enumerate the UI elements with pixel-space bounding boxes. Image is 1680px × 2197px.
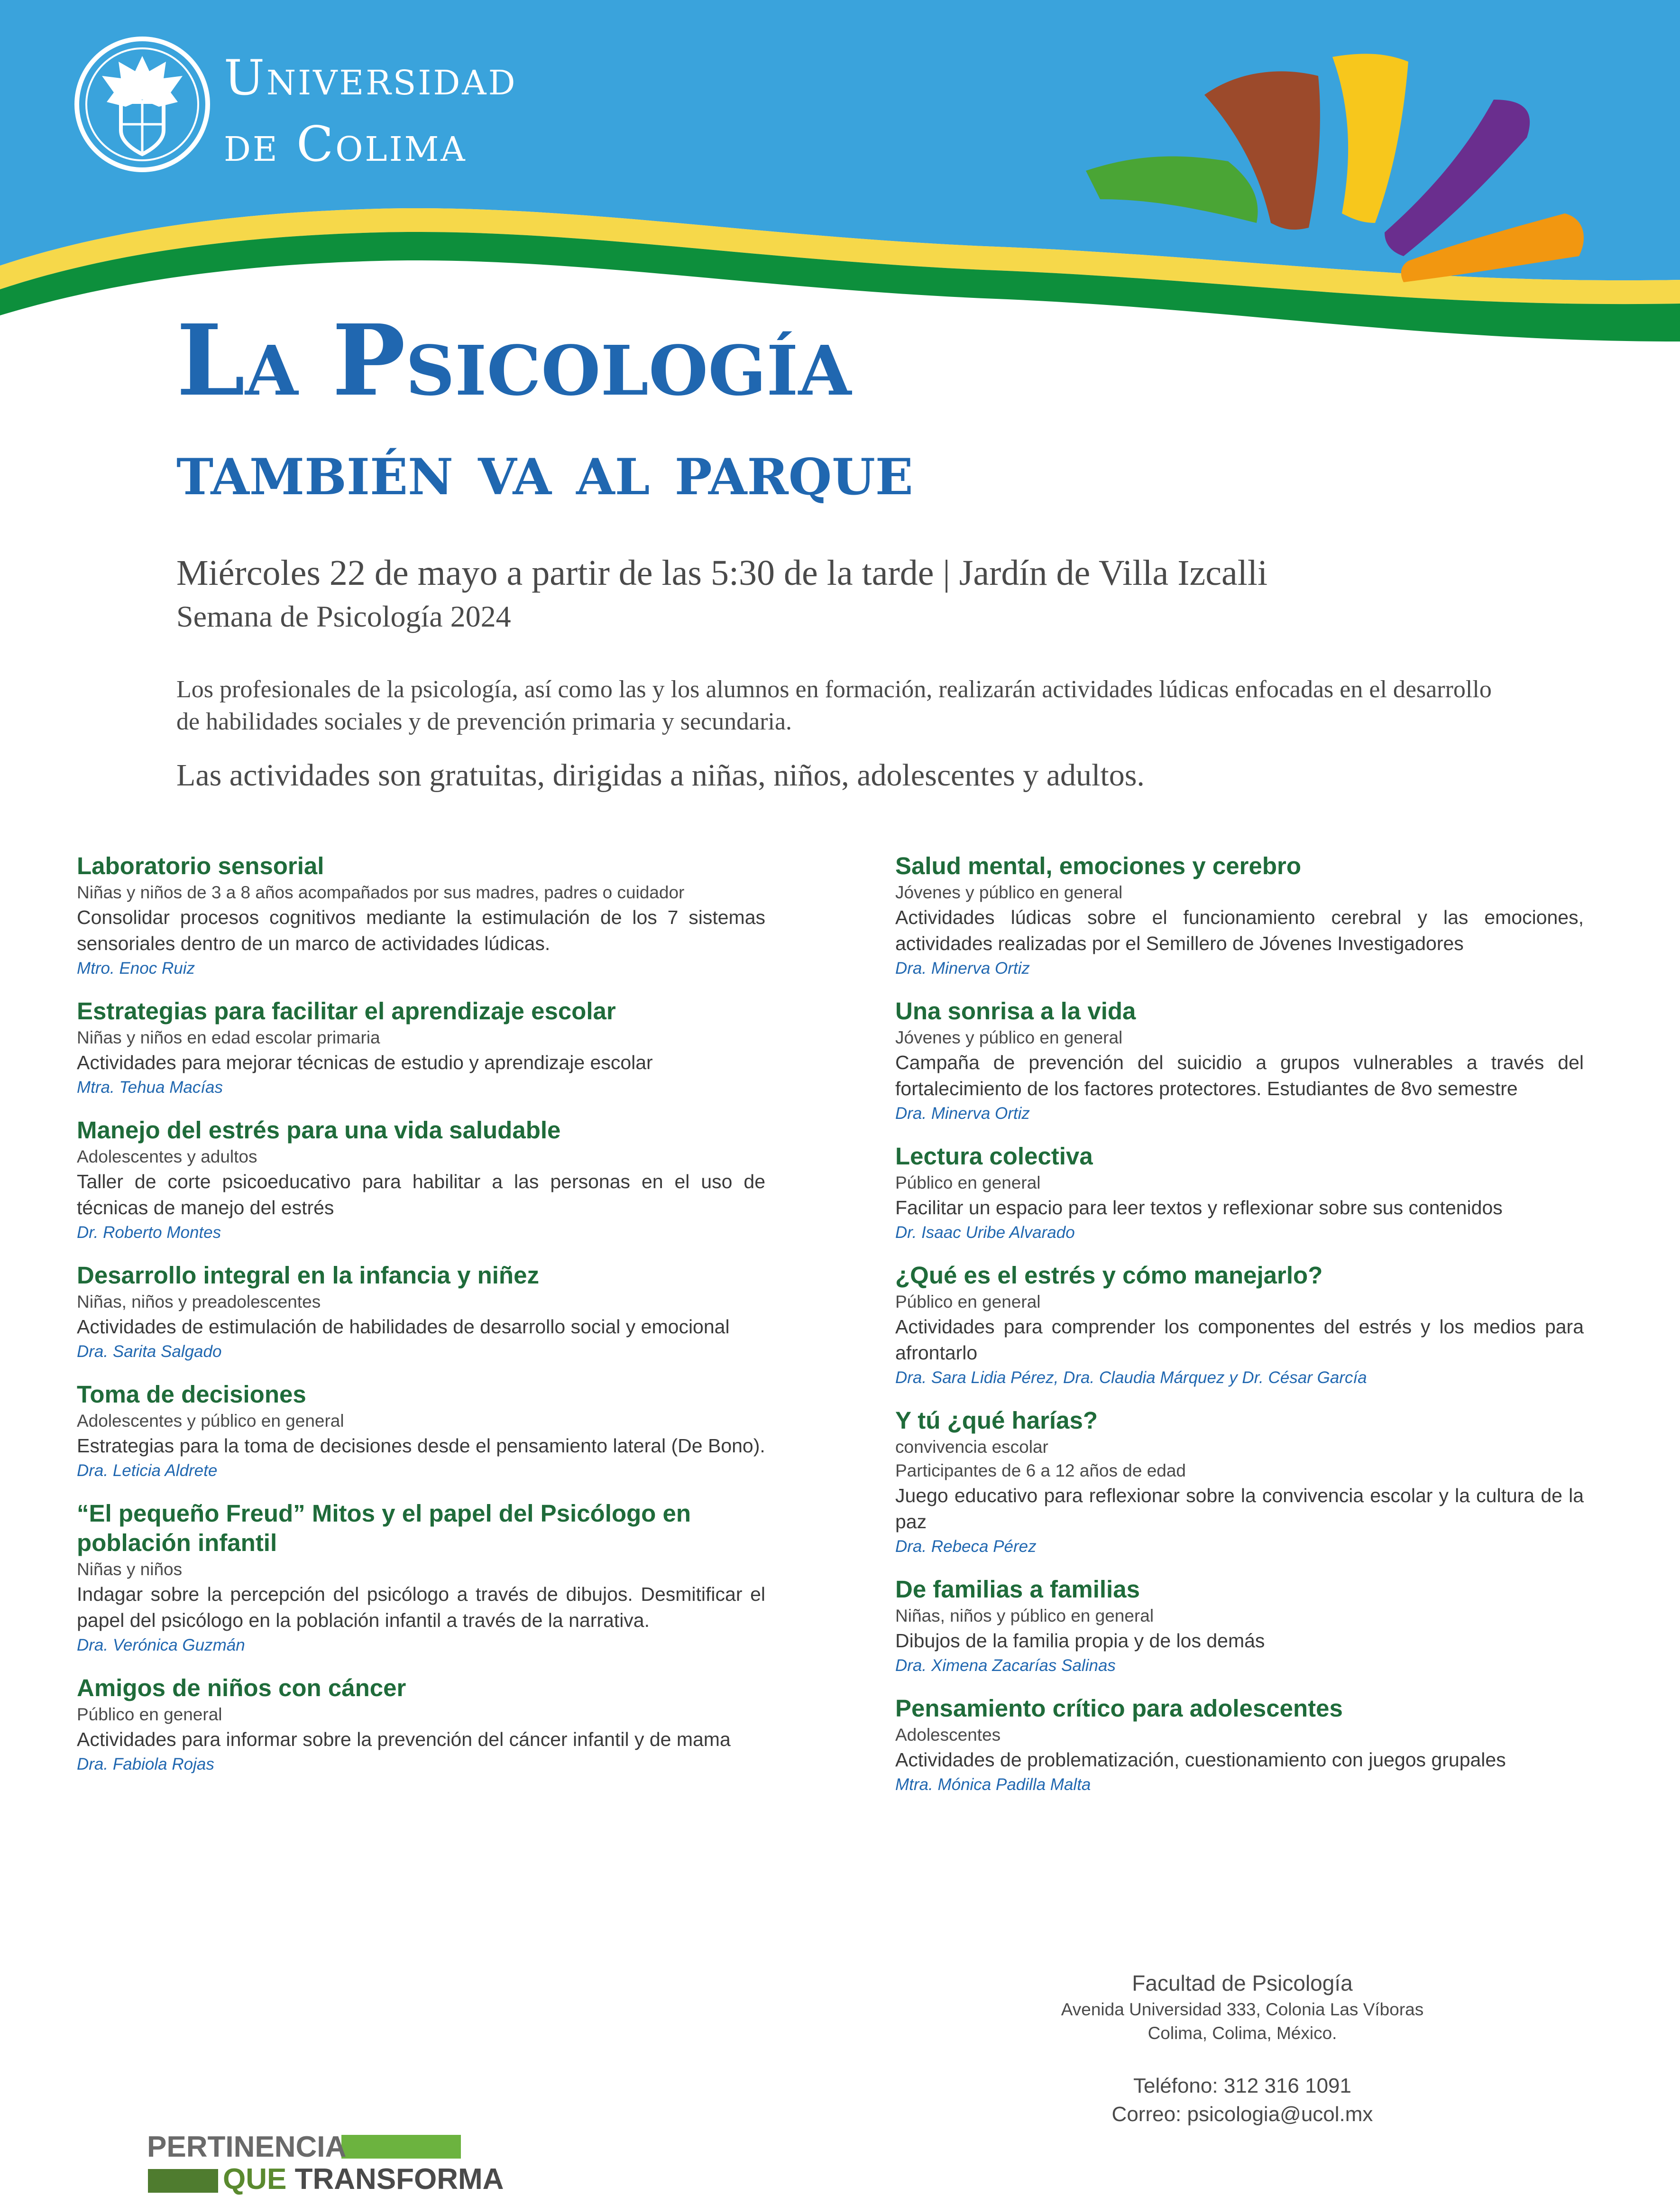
activity-title: Laboratorio sensorial [77,852,324,879]
activity-description: Indagar sobre la percepción del psicólogo a través de dibujos. Desmitificar el papel del psicólogo en la población infantil a través de la narrativa. [77,1583,765,1631]
university-name [224,45,517,178]
activity-item [77,1261,765,1364]
activity-title: De familias a familias [895,1576,1140,1603]
university-name-line1: Universidad [224,50,517,106]
activity-responsible: Dr. Roberto Montes [77,1223,221,1242]
activity-item [895,1406,1584,1559]
activity-item [895,851,1584,980]
activity-audience: Adolescentes y adultos [77,1147,257,1166]
activities-left-column [77,851,765,1792]
slogan-line1: PERTINENCIA [147,2131,347,2163]
activity-description: Actividades para informar sobre la prevención del cáncer infantil y de mama [77,1728,731,1750]
activity-responsible: Dra. Minerva Ortiz [895,959,1030,978]
activity-title: ¿Qué es el estrés y cómo manejarlo? [895,1262,1323,1289]
slogan-line2 [223,2164,504,2195]
activity-description: Taller de corte psicoeducativo para habilitar a las personas en el uso de técnicas de manejo del estrés [77,1171,765,1219]
activity-item [77,851,765,980]
slogan-transforma: TRANSFORMA [294,2163,504,2196]
activity-description: Consolidar procesos cognitivos mediante la estimulación de los 7 sistemas sensoriales dentro de un marco de actividades lúdicas. [77,906,765,954]
activity-description: Campaña de prevención del suicidio a grupos vulnerables a través del fortalecimiento de los factores protectores. Estudiantes de 8vo semestre [895,1052,1584,1099]
slogan-bar-top [341,2135,461,2159]
activity-responsible: Dra. Sarita Salgado [77,1342,222,1361]
activity-responsible: Mtra. Mónica Padilla Malta [895,1775,1091,1794]
activity-title: Pensamiento crítico para adolescentes [895,1695,1343,1722]
activity-audience: convivencia escolar [895,1437,1048,1457]
slogan-logo [147,2131,504,2196]
activity-item [895,1575,1584,1678]
activity-item [895,997,1584,1126]
activity-audience: Niñas y niños de 3 a 8 años acompañados por sus madres, padres o cuidador [77,883,685,902]
activity-title: “El pequeño Freud” Mitos y el papel del Psicólogo en población infantil [77,1500,691,1556]
activity-description: Dibujos de la familia propia y de los demás [895,1630,1265,1652]
event-date-place: Miércoles 22 de mayo a partir de las 5:30 de la tarde | Jardín de Villa Izcalli [176,553,1268,593]
activity-item [77,1673,765,1776]
activity-item [77,1380,765,1483]
poster-title-line2: también va al parque [176,428,913,511]
activity-item [895,1694,1584,1797]
address-line1: Avenida Universidad 333, Colonia Las Víboras [1061,2000,1424,2019]
phone-number: Teléfono: 312 316 1091 [1133,2074,1351,2097]
activity-responsible: Dra. Rebeca Pérez [895,1537,1037,1556]
intro-free-note: Las actividades son gratuitas, dirigidas a niñas, niños, adolescentes y adultos. [176,758,1145,793]
activity-title: Toma de decisiones [77,1381,306,1408]
activity-description: Estrategias para la toma de decisiones desde el pensamiento lateral (De Bono). [77,1435,765,1457]
activity-audience: Público en general [895,1292,1041,1311]
university-name-line2: de Colima [224,116,467,173]
activity-responsible: Dra. Ximena Zacarías Salinas [895,1656,1116,1675]
activity-item [77,997,765,1099]
activity-title: Y tú ¿qué harías? [895,1407,1098,1434]
activity-title: Amigos de niños con cáncer [77,1674,406,1701]
activity-audience: Niñas, niños y preadolescentes [77,1292,321,1311]
activity-audience: Jóvenes y público en general [895,1028,1123,1047]
email-address[interactable]: Correo: psicologia@ucol.mx [1111,2103,1373,2126]
slogan-que: QUE [223,2163,287,2196]
activity-title: Desarrollo integral en la infancia y niñez [77,1262,539,1289]
activity-description: Facilitar un espacio para leer textos y reflexionar sobre sus contenidos [895,1197,1503,1219]
activity-audience-age: Participantes de 6 a 12 años de edad [895,1461,1186,1480]
activity-description: Actividades para comprender los componentes del estrés y los medios para afrontarlo [895,1316,1584,1364]
activity-responsible: Mtro. Enoc Ruiz [77,959,195,978]
activities-right-column [895,851,1584,1813]
activity-title: Lectura colectiva [895,1143,1093,1170]
activity-description: Actividades de problematización, cuestionamiento con juegos grupales [895,1749,1506,1771]
activity-description: Actividades de estimulación de habilidades de desarrollo social y emocional [77,1316,730,1338]
slogan-bar-bottom [148,2169,218,2193]
activity-responsible: Dr. Isaac Uribe Alvarado [895,1223,1075,1242]
poster-title-line1: La Psicología [176,303,852,418]
activity-responsible: Dra. Minerva Ortiz [895,1104,1030,1123]
event-week: Semana de Psicología 2024 [176,600,511,633]
activity-title: Manejo del estrés para una vida saludable [77,1117,561,1144]
activity-description: Actividades para mejorar técnicas de estudio y aprendizaje escolar [77,1052,653,1073]
activity-audience: Adolescentes [895,1725,1001,1745]
faculty-name: Facultad de Psicología [1132,1971,1353,1995]
activity-responsible: Dra. Fabiola Rojas [77,1755,214,1773]
activity-audience: Público en general [77,1705,222,1724]
activity-audience: Adolescentes y público en general [77,1411,344,1431]
activity-description: Juego educativo para reflexionar sobre la convivencia escolar y la cultura de la paz [895,1485,1584,1532]
activity-title: Una sonrisa a la vida [895,997,1136,1025]
activity-audience: Niñas y niños [77,1560,183,1579]
footer-contact [1005,1968,1479,2129]
activity-item [77,1116,765,1245]
activity-audience: Público en general [895,1173,1041,1192]
activity-item [895,1261,1584,1390]
activity-title: Estrategias para facilitar el aprendizaje escolar [77,997,616,1025]
intro-text: Los profesionales de la psicología, así como las y los alumnos en formación, realizarán actividades lúdicas enfocadas en el desarrollo de habilidades sociales y de prevención primaria y secundaria. [176,676,1492,735]
activity-description: Actividades lúdicas sobre el funcionamiento cerebral y las emociones, actividades realizadas por el Semillero de Jóvenes Investigadores [895,906,1584,954]
activity-responsible: Dra. Leticia Aldrete [77,1461,218,1480]
activity-responsible: Dra. Sara Lidia Pérez, Dra. Claudia Márquez y Dr. César García [895,1368,1367,1387]
address-line2: Colima, Colima, México. [1148,2023,1337,2043]
activity-audience: Jóvenes y público en general [895,883,1123,902]
activity-item [895,1142,1584,1245]
activity-title: Salud mental, emociones y cerebro [895,852,1301,879]
activity-audience: Niñas, niños y público en general [895,1606,1154,1625]
activity-item [77,1499,765,1657]
activity-responsible: Dra. Verónica Guzmán [77,1636,245,1654]
activity-responsible: Mtra. Tehua Macías [77,1078,223,1097]
activity-audience: Niñas y niños en edad escolar primaria [77,1028,380,1047]
